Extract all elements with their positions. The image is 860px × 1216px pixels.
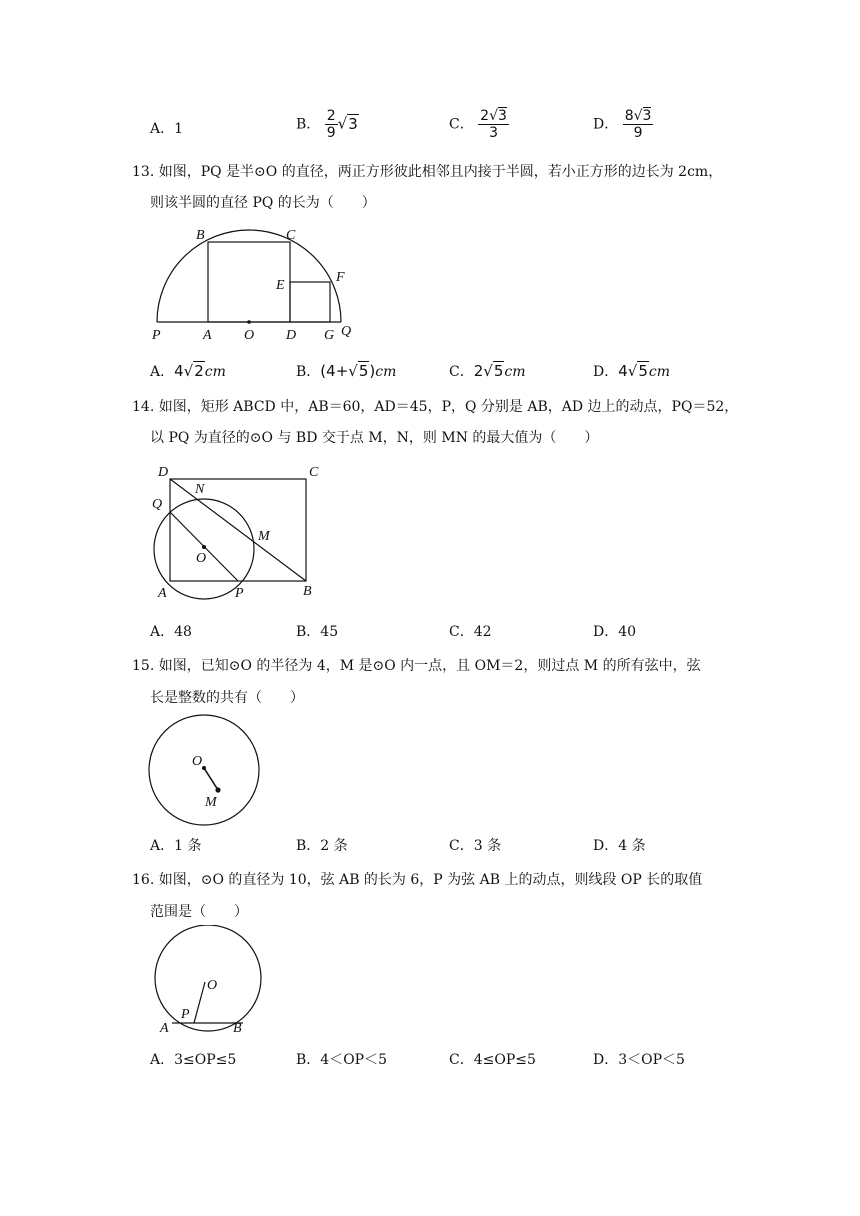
q12-option-c: C． $\frac{2√3}{3}$ — [449, 108, 507, 141]
q13-text-line2: 则该半圆的直径 PQ 的长为（ ） — [150, 195, 376, 211]
q14-option-c: C．42 — [449, 624, 492, 640]
small-square — [290, 282, 330, 322]
radical: √3 — [337, 114, 358, 133]
label-d: D — [158, 465, 169, 480]
center-o-dot — [247, 320, 251, 324]
q16-option-d: D．3＜OP＜5 — [593, 1052, 685, 1068]
point-m — [215, 787, 220, 792]
label-c: C — [309, 465, 319, 480]
q16-text-line2: 范围是（ ） — [150, 904, 248, 920]
label-p: P — [181, 1007, 190, 1022]
q12-option-d: D． $\frac{8√3}{9}$ — [593, 108, 652, 141]
label-p: P — [152, 328, 161, 343]
q13-option-b: B．(4+√5)cm — [296, 362, 397, 380]
q15-text-line2: 长是整数的共有（ ） — [150, 690, 304, 706]
label-m: M — [205, 795, 217, 810]
q15-option-c: C．3 条 — [449, 838, 502, 854]
q16-text-line1: 16. 如图，⊙O 的直径为 10，弦 AB 的长为 6，P 为弦 AB 上的动点，则线段 OP 长的取值 — [132, 872, 703, 888]
label-b: B — [233, 1021, 242, 1036]
q14-rectangle-figure — [145, 462, 335, 602]
label-b: B — [303, 584, 312, 599]
q16-option-b: B．4＜OP＜5 — [296, 1052, 388, 1068]
segment-om — [204, 768, 218, 790]
label-o: O — [192, 754, 203, 769]
q13-option-a: A．4√2cm — [150, 362, 226, 380]
segment-op — [194, 982, 205, 1023]
fraction: $\frac{2}{9}$ — [326, 108, 336, 141]
fraction: $\frac{8√3}{9}$ — [624, 108, 652, 141]
q14-option-b: B．45 — [296, 624, 339, 640]
label-d: D — [286, 328, 297, 343]
q15-text-line1: 15. 如图，已知⊙O 的半径为 4，M 是⊙O 内一点，且 OM＝2，则过点 M 的所有弦中，弦 — [132, 658, 701, 674]
q14-text-line1: 14. 如图，矩形 ABCD 中，AB＝60，AD＝45，P，Q 分别是 AB，AD 边上的动点，PQ＝52， — [132, 399, 739, 415]
label-b: B — [196, 228, 205, 243]
q15-option-d: D．4 条 — [593, 838, 646, 854]
label-o: O — [244, 328, 255, 343]
q13-text-line1: 13. 如图，PQ 是半⊙O 的直径，两正方形彼此相邻且内接于半圆，若小正方形的边长为 2cm， — [132, 164, 723, 180]
center-o-dot — [202, 545, 206, 549]
q16-option-c: C．4≤OP≤5 — [449, 1052, 536, 1068]
fraction: $\frac{2√3}{3}$ — [480, 108, 507, 141]
label-a: A — [160, 1021, 169, 1036]
label-c: C — [286, 228, 296, 243]
label-a: A — [158, 586, 167, 601]
label-g: G — [324, 328, 335, 343]
q12-option-b: B． $\frac{2}{9}$ √3 — [296, 108, 358, 141]
q14-text-line2: 以 PQ 为直径的⊙O 与 BD 交于点 M，N，则 MN 的最大值为（ ） — [150, 430, 599, 446]
diagonal-bd — [170, 479, 306, 581]
label-q: Q — [341, 324, 352, 339]
label-m: M — [258, 529, 270, 544]
point-o — [202, 766, 206, 770]
q14-option-d: D．40 — [593, 624, 637, 640]
q13-option-c: C．2√5cm — [449, 362, 526, 380]
q12-option-a: A．1 — [150, 121, 184, 137]
label-o: O — [196, 551, 207, 566]
q15-option-a: A．1 条 — [150, 838, 202, 854]
q13-semicircle-figure — [140, 222, 370, 344]
label-f: F — [336, 270, 345, 285]
label-n: N — [195, 482, 205, 497]
label-o: O — [207, 978, 218, 993]
q13-option-d: D．4√5cm — [593, 362, 671, 380]
label-p: P — [235, 586, 244, 601]
q16-option-a: A．3≤OP≤5 — [150, 1052, 237, 1068]
q15-circle-figure — [145, 712, 265, 827]
q14-option-a: A．48 — [150, 624, 192, 640]
label-e: E — [276, 278, 285, 293]
label-a: A — [203, 328, 212, 343]
semicircle-arc — [157, 230, 341, 322]
q15-option-b: B．2 条 — [296, 838, 348, 854]
label-q: Q — [152, 497, 163, 512]
q16-circle-figure — [145, 925, 265, 1037]
